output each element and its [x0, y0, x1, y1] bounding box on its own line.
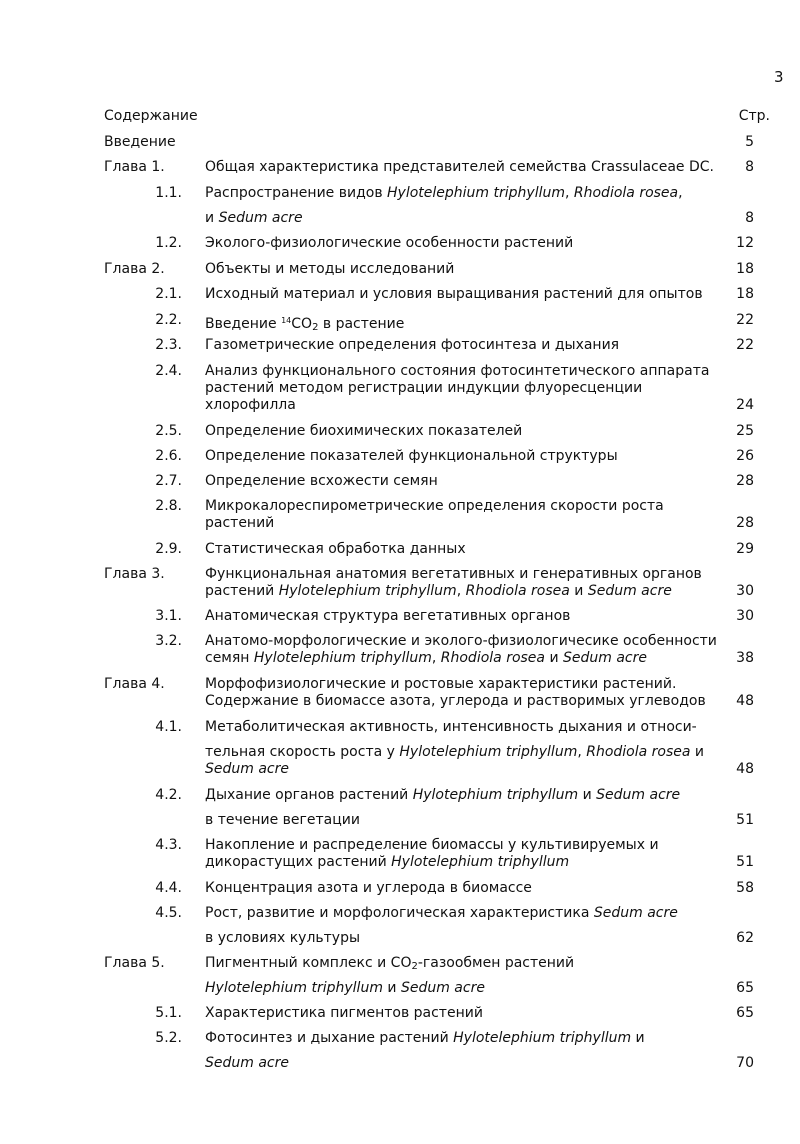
entry-number: 2.8.	[155, 498, 182, 514]
entry-number: 2.3.	[155, 337, 182, 353]
entry-title: и Sedum acre	[205, 210, 303, 226]
entry-page: 22	[736, 312, 754, 328]
entry-title: семян Hylotelephium triphyllum, Rhodiola rosea и Sedum acre	[205, 650, 647, 666]
entry-number: 4.4.	[155, 880, 182, 896]
entry-page: 51	[736, 812, 754, 828]
entry-page: 28	[736, 515, 754, 531]
entry-number: 5.1.	[155, 1005, 182, 1021]
entry-title: Введение	[104, 134, 176, 150]
entry-page: 22	[736, 337, 754, 353]
entry-page: 30	[736, 583, 754, 599]
entry-title: Распространение видов Hylotelephium triphyllum, Rhodiola rosea,	[205, 185, 683, 201]
entry-title: Определение всхожести семян	[205, 473, 438, 489]
entry-title: дикорастущих растений Hylotelephium triphyllum	[205, 854, 570, 870]
entry-number: 4.3.	[155, 837, 182, 853]
entry-title: Статистическая обработка данных	[205, 541, 466, 557]
entry-title: Анализ функционального состояния фотосинтетического аппарата	[205, 363, 710, 379]
entry-title: Морфофизиологические и ростовые характеристики растений.	[205, 676, 677, 692]
entry-number: 2.6.	[155, 448, 182, 464]
entry-page: 12	[736, 235, 754, 251]
entry-title: Рост, развитие и морфологическая характеристика Sedum acre	[205, 905, 678, 921]
entry-number: 3.1.	[155, 608, 182, 624]
entry-title: Микрокалореспирометрические определения скорости роста растений	[205, 498, 664, 531]
entry-number: 5.2.	[155, 1030, 182, 1046]
entry-title: растений Hylotelephium triphyllum, Rhodiola rosea и Sedum acre	[205, 583, 672, 599]
entry-title: Общая характеристика представителей семейства Crassulaceae DC.	[205, 159, 714, 175]
entry-page: 48	[736, 761, 754, 777]
page-column-heading: Стр.	[738, 108, 770, 124]
contents-heading: Содержание	[104, 108, 198, 124]
entry-number: Глава 3.	[104, 566, 165, 582]
entry-title: в течение вегетации	[205, 812, 360, 828]
entry-title: Характеристика пигментов растений	[205, 1005, 483, 1021]
entry-page: 65	[736, 980, 754, 996]
entry-title: Накопление и распределение биомассы у культивируемых и	[205, 837, 659, 853]
entry-title: Пигментный комплекс и $CO_2$-газообмен растений	[205, 955, 575, 972]
entry-number: 2.5.	[155, 423, 182, 439]
entry-title: Hylotelephium triphyllum и Sedum acre	[205, 980, 485, 996]
entry-page: 28	[736, 473, 754, 489]
entry-title: Анатомическая структура вегетативных органов	[205, 608, 571, 624]
entry-page: 29	[736, 541, 754, 557]
entry-title: растений методом регистрации индукции флуоресценции хлорофилла	[205, 380, 643, 413]
entry-number: 1.1.	[155, 185, 182, 201]
entry-title: Sedum acre	[205, 761, 289, 777]
entry-page: 38	[736, 650, 754, 666]
entry-number: Глава 1.	[104, 159, 165, 175]
entry-page: 58	[736, 880, 754, 896]
entry-title: Исходный материал и условия выращивания растений для опытов	[205, 286, 703, 302]
entry-title: Газометрические определения фотосинтеза и дыхания	[205, 337, 620, 353]
entry-title: Определение биохимических показателей	[205, 423, 523, 439]
entry-number: 2.7.	[155, 473, 182, 489]
entry-number: Глава 4.	[104, 676, 165, 692]
entry-title: Содержание в биомассе азота, углерода и растворимых углеводов	[205, 693, 706, 709]
entry-number: Глава 2.	[104, 261, 165, 277]
entry-title: Объекты и методы исследований	[205, 261, 455, 277]
entry-page: 18	[736, 286, 754, 302]
entry-page: 24	[736, 397, 754, 413]
entry-page: 26	[736, 448, 754, 464]
entry-title: Анатомо-морфологические и эколого-физиологичесике особенности	[205, 633, 717, 649]
entry-number: 2.2.	[155, 312, 182, 328]
entry-title: Функциональная анатомия вегетативных и генеративных органов	[205, 566, 702, 582]
entry-number: 2.1.	[155, 286, 182, 302]
entry-title: Концентрация азота и углерода в биомассе	[205, 880, 532, 896]
entry-title: Sedum acre	[205, 1055, 289, 1071]
entry-title: Дыхание органов растений Hylotephium triphyllum и Sedum acre	[205, 787, 681, 803]
entry-number: 3.2.	[155, 633, 182, 649]
page-number: 3	[774, 68, 784, 86]
entry-page: 5	[745, 134, 754, 150]
entry-number: Глава 5.	[104, 955, 165, 971]
entry-number: 4.1.	[155, 719, 182, 735]
entry-title: Фотосинтез и дыхание растений Hylotelephium triphyllum и	[205, 1030, 645, 1046]
entry-title: Введение $^{14}CO_2$ в растение	[205, 316, 405, 333]
entry-page: 8	[745, 210, 754, 226]
entry-title: Метаболитическая активность, интенсивность дыхания и относи-	[205, 719, 697, 735]
entry-page: 8	[745, 159, 754, 175]
entry-page: 65	[736, 1005, 754, 1021]
entry-page: 62	[736, 930, 754, 946]
entry-page: 70	[736, 1055, 754, 1071]
entry-page: 48	[736, 693, 754, 709]
entry-number: 4.2.	[155, 787, 182, 803]
entry-number: 1.2.	[155, 235, 182, 251]
entry-title: Эколого-физиологические особенности растений	[205, 235, 574, 251]
entry-title: тельная скорость роста у Hylotelephium triphyllum, Rhodiola rosea и	[205, 744, 705, 760]
entry-page: 25	[736, 423, 754, 439]
entry-number: 2.9.	[155, 541, 182, 557]
entry-number: 2.4.	[155, 363, 182, 379]
entry-number: 4.5.	[155, 905, 182, 921]
entry-page: 51	[736, 854, 754, 870]
entry-title: Определение показателей функциональной структуры	[205, 448, 618, 464]
entry-title: в условиях культуры	[205, 930, 361, 946]
entry-page: 18	[736, 261, 754, 277]
entry-page: 30	[736, 608, 754, 624]
